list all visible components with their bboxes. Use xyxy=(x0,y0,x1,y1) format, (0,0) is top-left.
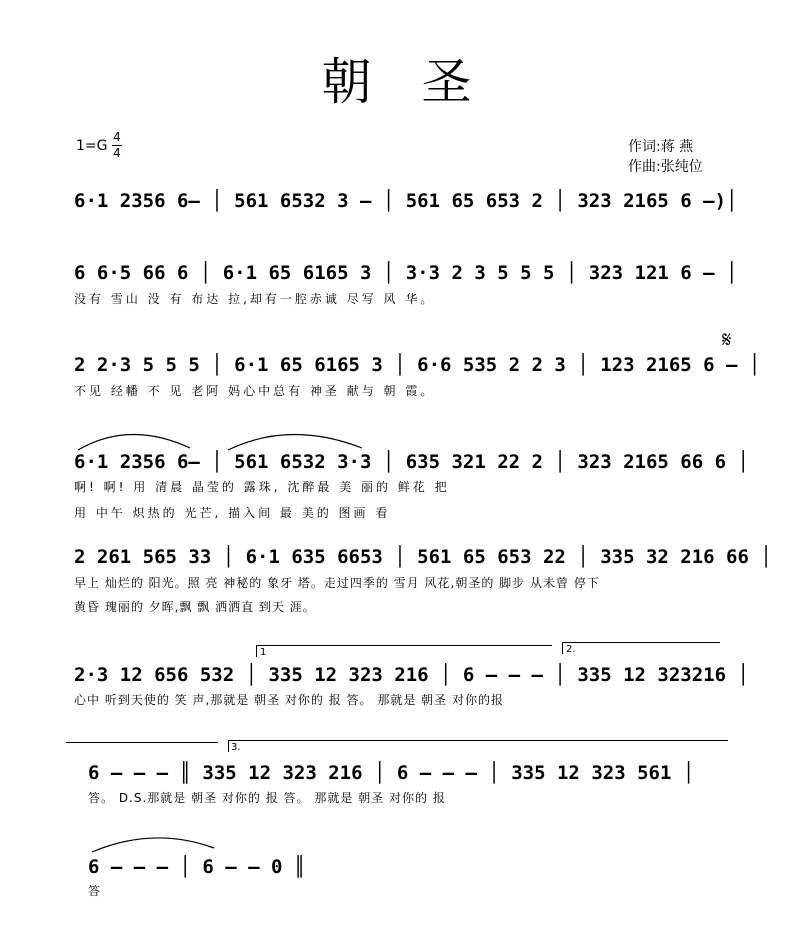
time-signature-bottom: 4 xyxy=(113,146,121,160)
volta-2-bracket xyxy=(562,642,720,643)
score-row-8-notes: 6 – – – │ 6 – – 0 ║ xyxy=(88,856,306,878)
score-row-4-lyrics-verse-1: 啊! 啊! 用 清晨 晶莹的 露珠, 沈醉最 美 丽的 鲜花 把 xyxy=(74,480,450,494)
score-row-4-notes: 6·1 2356 6– │ 561 6532 3·3 │ 635 321 22 2 │ 323 2165 66 6 │ xyxy=(74,451,749,473)
score-row-3-notes: 2 2·3 5 5 5 │ 6·1 65 6165 3 │ 6·6 535 2 2 3 │ 123 2165 6 – │ xyxy=(74,354,761,376)
volta-2-label: 2. xyxy=(566,644,576,655)
score-row-5-lyrics-verse-1: 早上 灿烂的 阳光。照 亮 神秘的 象牙 塔。走过四季的 雪月 风花,朝圣的 脚步 从未曾 停下 xyxy=(74,576,600,590)
score-row-2-lyrics: 没有 雪山 没 有 布达 拉,却有一腔赤诚 尽写 风 华。 xyxy=(74,292,436,306)
volta-2-bracket-edge xyxy=(562,642,563,654)
score-row-2-notes: 6 6·5 66 6 │ 6·1 65 6165 3 │ 3·3 2 3 5 5 5 │ 323 121 6 – │ xyxy=(74,262,738,284)
score-row-5-notes: 2 261 565 33 │ 6·1 635 6653 │ 561 65 653 22 │ 335 32 216 66 │ xyxy=(74,546,772,568)
volta-continuation-line xyxy=(66,742,218,743)
volta-1-label: 1 xyxy=(260,647,267,658)
time-signature xyxy=(110,130,124,161)
volta-1-bracket-edge xyxy=(256,645,257,657)
score-row-8-lyrics: 答 xyxy=(88,884,104,898)
volta-3-label: 3. xyxy=(231,742,241,753)
composer-credit: 作曲:张纯位 xyxy=(628,159,703,175)
volta-3-bracket xyxy=(228,740,728,741)
score-row-7-notes: 6 – – – ║ 335 12 323 216 │ 6 – – – │ 335 12 323 561 │ xyxy=(88,762,695,784)
song-title: 朝圣 xyxy=(321,53,522,111)
tie-mark-row-8 xyxy=(84,830,224,856)
lyricist-credit: 作词:蒋 燕 xyxy=(628,139,694,155)
score-row-4-lyrics-verse-2: 用 中午 炽热的 光芒, 描入间 最 美的 图画 看 xyxy=(74,506,391,520)
time-signature-top: 4 xyxy=(113,130,121,144)
score-row-3-lyrics: 不见 经幡 不 见 老阿 妈心中总有 神圣 献与 朝 霞。 xyxy=(74,384,436,398)
volta-3-bracket-edge xyxy=(228,740,229,752)
score-row-5-lyrics-verse-2: 黄昏 瑰丽的 夕晖,飘 飘 洒洒直 到天 涯。 xyxy=(74,600,316,614)
score-row-1-notes: 6·1 2356 6– │ 561 6532 3 – │ 561 65 653 2 │ 323 2165 6 –)│ xyxy=(74,190,738,212)
score-row-7-lyrics: 答。 D.S.那就是 朝圣 对你的 报 答。 那就是 朝圣 对你的 报 xyxy=(88,791,446,805)
slur-marks-row-4 xyxy=(70,426,390,452)
score-row-6-notes: 2·3 12 656 532 │ 335 12 323 216 │ 6 – – – │ 335 12 323216 │ xyxy=(74,664,749,686)
segno-icon: 𝄋 xyxy=(722,328,732,353)
score-row-6-lyrics: 心中 听到天使的 笑 声,那就是 朝圣 对你的 报 答。 那就是 朝圣 对你的报 xyxy=(74,693,504,707)
volta-1-bracket xyxy=(256,645,552,646)
key-signature: 1=G xyxy=(76,138,108,154)
